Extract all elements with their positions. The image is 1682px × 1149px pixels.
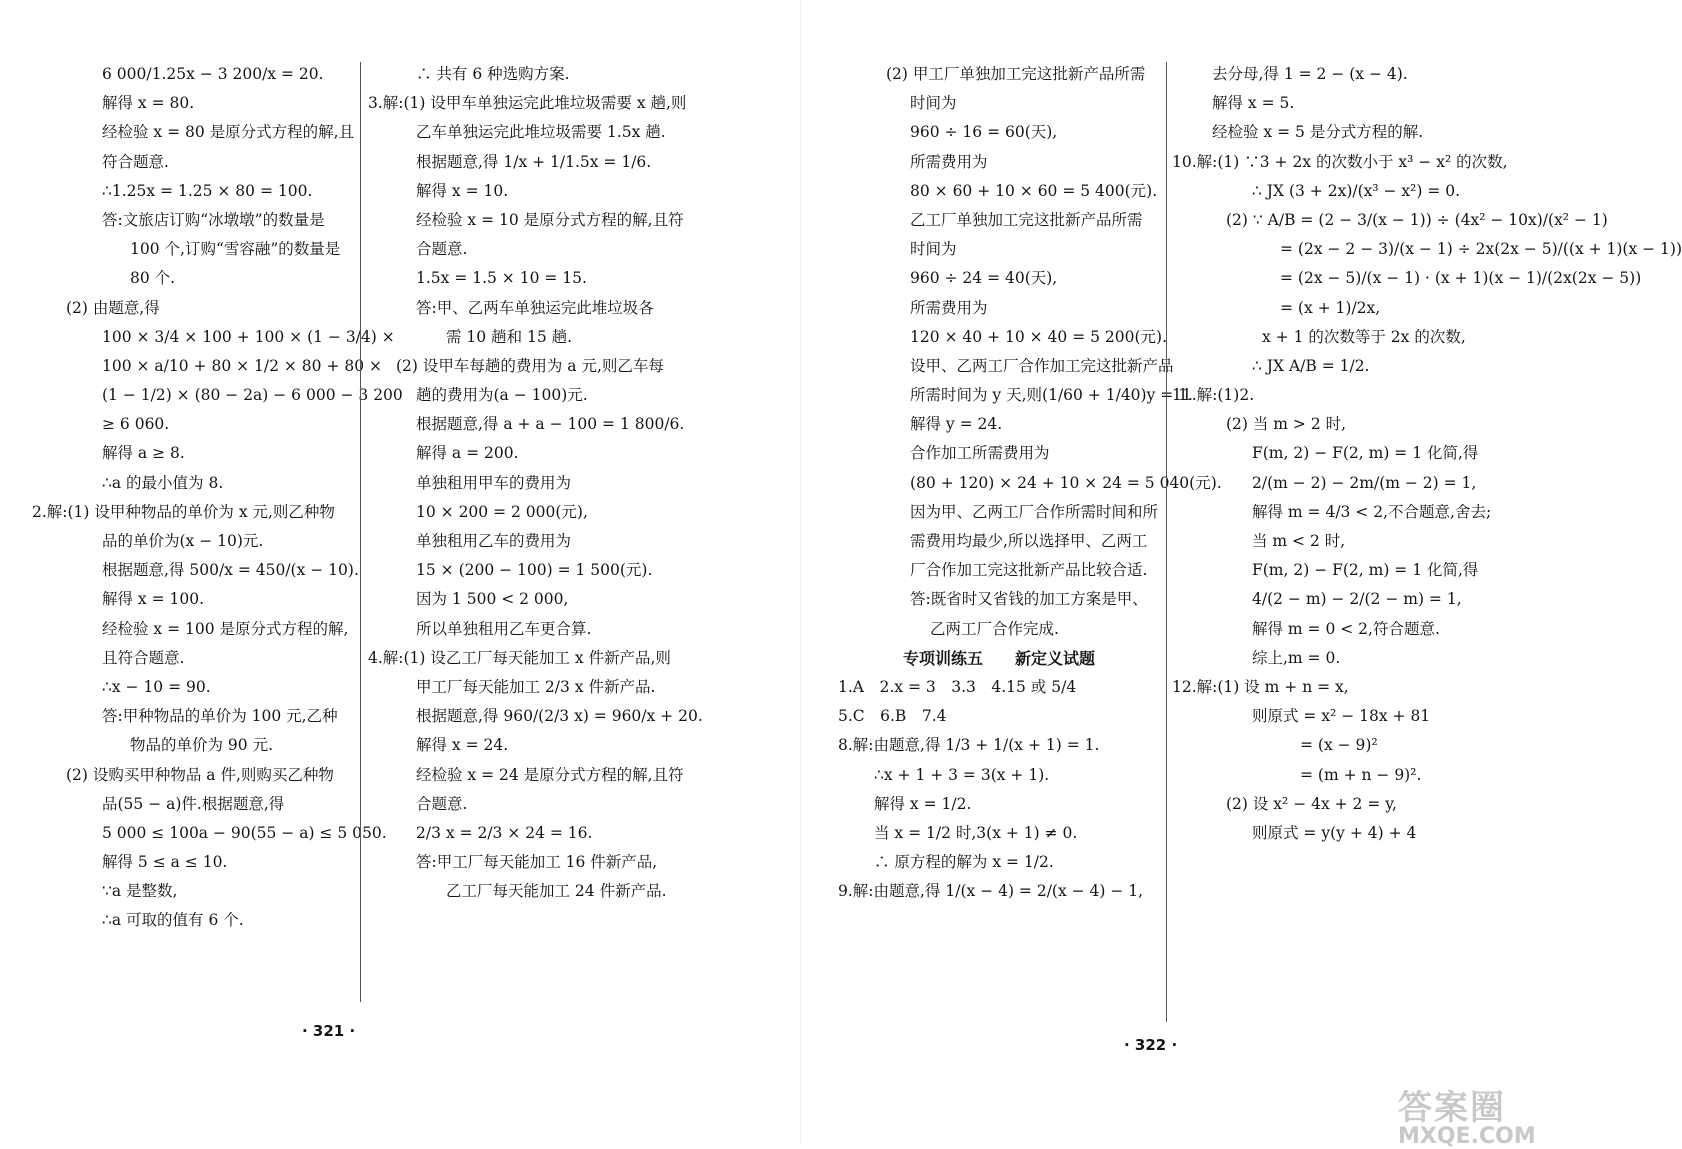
page-spread-seam bbox=[800, 0, 801, 1146]
text-line: 符合题意. bbox=[102, 152, 169, 171]
text-line: 需费用均最少,所以选择甲、乙两工 bbox=[910, 532, 1148, 550]
text-line: = (x − 9)² bbox=[1300, 736, 1378, 755]
text-line: 物品的单价为 90 元. bbox=[130, 736, 274, 755]
text-line: 所需费用为 bbox=[910, 298, 988, 317]
section-heading: 专项训练五 新定义试题 bbox=[902, 648, 1095, 668]
text-line: 当 x = 1/2 时,3(x + 1) ≠ 0. bbox=[874, 823, 1078, 842]
text-line: 4.解:(1) 设乙工厂每天能加工 x 件新产品,则 bbox=[368, 648, 671, 667]
text-line: 根据题意,得 1/x + 1/1.5x = 1/6. bbox=[416, 152, 652, 171]
text-line: = (m + n − 9)². bbox=[1300, 765, 1422, 784]
text-line: ∴a 的最小值为 8. bbox=[102, 473, 224, 492]
text-line: (2) 由题意,得 bbox=[66, 298, 160, 317]
text-line: ∴ 原方程的解为 x = 1/2. bbox=[874, 853, 1054, 872]
text-line: 4/(2 − m) − 2/(2 − m) = 1, bbox=[1252, 590, 1462, 609]
text-line: 解得 x = 100. bbox=[102, 590, 205, 609]
text-line: = (x + 1)/2x, bbox=[1280, 298, 1381, 317]
text-line: (2) 当 m > 2 时, bbox=[1226, 415, 1347, 434]
text-line: 品(55 − a)件.根据题意,得 bbox=[102, 794, 285, 813]
text-line: = (2x − 5)/(x − 1) · (x + 1)(x − 1)/(2x(2x − 5)) bbox=[1280, 269, 1642, 288]
text-line: (1 − 1/2) × (80 − 2a) − 6 000 − 3 200 bbox=[102, 386, 403, 405]
watermark-site: MXQE.COM bbox=[1398, 1124, 1536, 1149]
text-line: 乙两工厂合作完成. bbox=[930, 619, 1059, 638]
text-line: 80 × 60 + 10 × 60 = 5 400(元). bbox=[910, 181, 1158, 200]
text-line: 答:甲工厂每天能加工 16 件新产品, bbox=[416, 853, 658, 872]
text-line: 100 个,订购“雪容融”的数量是 bbox=[130, 240, 341, 259]
text-line: 1.5x = 1.5 × 10 = 15. bbox=[416, 269, 587, 288]
text-line: 解得 x = 1/2. bbox=[874, 794, 972, 813]
text-line: (2) ∵ A/B = (2 − 3/(x − 1)) ÷ (4x² − 10x)/(x² − 1) bbox=[1226, 210, 1608, 229]
text-line: 根据题意,得 500/x = 450/(x − 10). bbox=[102, 561, 359, 580]
text-line: 品的单价为(x − 10)元. bbox=[102, 532, 264, 550]
page-321-column-right bbox=[368, 60, 703, 906]
text-line: 去分母,得 1 = 2 − (x − 4). bbox=[1212, 65, 1408, 83]
text-line: 所需时间为 y 天,则(1/60 + 1/40)y = 1. bbox=[910, 386, 1193, 405]
page-321-column-left bbox=[32, 60, 403, 936]
text-line: 960 ÷ 16 = 60(天), bbox=[910, 123, 1058, 142]
text-line: 合题意. bbox=[416, 240, 468, 259]
text-line: 100 × 3/4 × 100 + 100 × (1 − 3/4) × bbox=[102, 327, 395, 346]
text-line: 解得 x = 24. bbox=[416, 736, 509, 755]
text-line: (2) 设 x² − 4x + 2 = y, bbox=[1226, 794, 1397, 813]
text-line: 经检验 x = 5 是分式方程的解. bbox=[1212, 123, 1424, 142]
text-line: 因为 1 500 < 2 000, bbox=[416, 590, 569, 609]
text-line: 答:既省时又省钱的加工方案是甲、 bbox=[910, 590, 1148, 609]
text-line: ∴a 可取的值有 6 个. bbox=[102, 911, 244, 930]
text-line: 所需费用为 bbox=[910, 152, 988, 171]
text-line: 时间为 bbox=[910, 94, 957, 113]
text-line: 合题意. bbox=[416, 794, 468, 813]
text-line: 2/3 x = 2/3 × 24 = 16. bbox=[416, 823, 593, 842]
text-line: ∴x − 10 = 90. bbox=[102, 677, 211, 696]
text-line: 解得 m = 0 < 2,符合题意. bbox=[1252, 619, 1440, 638]
text-line: 甲工厂每天能加工 2/3 x 件新产品. bbox=[416, 677, 656, 696]
text-line: 当 m < 2 时, bbox=[1252, 532, 1346, 550]
text-line: F(m, 2) − F(2, m) = 1 化简,得 bbox=[1252, 561, 1479, 580]
text-line: 合作加工所需费用为 bbox=[910, 444, 1050, 463]
text-line: 则原式 = x² − 18x + 81 bbox=[1252, 707, 1431, 726]
text-line: 答:甲种物品的单价为 100 元,乙种 bbox=[102, 707, 338, 726]
text-line: 11.解:(1)2. bbox=[1172, 386, 1255, 405]
text-line: 120 × 40 + 10 × 40 = 5 200(元). bbox=[910, 327, 1168, 346]
text-line: 15 × (200 − 100) = 1 500(元). bbox=[416, 561, 653, 580]
text-line: 因为甲、乙两工厂合作所需时间和所 bbox=[910, 502, 1159, 521]
text-line: 10.解:(1) ∵3 + 2x 的次数小于 x³ − x² 的次数, bbox=[1172, 152, 1508, 171]
text-line: 趟的费用为(a − 100)元. bbox=[416, 386, 588, 405]
text-line: 10 × 200 = 2 000(元), bbox=[416, 502, 588, 521]
text-line: 答:甲、乙两车单独运完此堆垃圾各 bbox=[416, 298, 654, 317]
text-line: ∴ 共有 6 种选购方案. bbox=[416, 65, 570, 83]
text-line: 8.解:由题意,得 1/3 + 1/(x + 1) = 1. bbox=[838, 736, 1100, 755]
text-line: 需 10 趟和 15 趟. bbox=[446, 327, 573, 346]
text-line: ∴1.25x = 1.25 × 80 = 100. bbox=[102, 181, 313, 200]
page-number-321: · 321 · bbox=[302, 1022, 356, 1040]
text-line: F(m, 2) − F(2, m) = 1 化简,得 bbox=[1252, 444, 1479, 463]
text-line: 1.A 2.x = 3 3.3 4.15 或 5/4 bbox=[838, 677, 1077, 696]
text-line: 80 个. bbox=[130, 269, 176, 288]
text-line: 解得 a = 200. bbox=[416, 444, 519, 463]
text-line: 时间为 bbox=[910, 240, 957, 259]
text-line: 经检验 x = 24 是原分式方程的解,且符 bbox=[416, 765, 684, 784]
column-divider bbox=[1166, 62, 1167, 1022]
text-line: ∴ JX A/B = 1/2. bbox=[1252, 356, 1370, 375]
text-line: 3.解:(1) 设甲车单独运完此堆垃圾需要 x 趟,则 bbox=[368, 94, 687, 113]
text-line: 2.解:(1) 设甲种物品的单价为 x 元,则乙种物 bbox=[32, 502, 335, 521]
text-line: ∴ JX (3 + 2x)/(x³ − x²) = 0. bbox=[1252, 181, 1461, 200]
text-line: 解得 a ≥ 8. bbox=[102, 444, 185, 463]
text-line: 设甲、乙两工厂合作加工完这批新产品 bbox=[910, 356, 1174, 375]
text-line: 乙工厂每天能加工 24 件新产品. bbox=[446, 882, 667, 901]
text-line: 5.C 6.B 7.4 bbox=[838, 707, 947, 726]
text-line: (2) 设购买甲种物品 a 件,则购买乙种物 bbox=[66, 765, 334, 784]
text-line: 12.解:(1) 设 m + n = x, bbox=[1172, 677, 1349, 696]
text-line: 根据题意,得 960/(2/3 x) = 960/x + 20. bbox=[416, 707, 703, 726]
text-line: ∴x + 1 + 3 = 3(x + 1). bbox=[874, 765, 1050, 784]
text-line: 综上,m = 0. bbox=[1252, 648, 1341, 667]
text-line: ≥ 6 060. bbox=[102, 415, 170, 434]
text-line: 厂合作加工完这批新产品比较合适. bbox=[910, 561, 1148, 580]
text-line: 解得 5 ≤ a ≤ 10. bbox=[102, 853, 228, 872]
text-line: 单独租用乙车的费用为 bbox=[416, 532, 572, 550]
page-number-322: · 322 · bbox=[1124, 1036, 1178, 1054]
text-line: x + 1 的次数等于 2x 的次数, bbox=[1262, 327, 1466, 346]
text-line: 5 000 ≤ 100a − 90(55 − a) ≤ 5 050. bbox=[102, 823, 387, 842]
text-line: 经检验 x = 80 是原分式方程的解,且 bbox=[102, 123, 355, 142]
text-line: 2/(m − 2) − 2m/(m − 2) = 1, bbox=[1252, 473, 1477, 492]
text-line: 答:文旅店订购“冰墩墩”的数量是 bbox=[102, 210, 325, 229]
text-line: 所以单独租用乙车更合算. bbox=[416, 619, 592, 638]
text-line: = (2x − 2 − 3)/(x − 1) ÷ 2x(2x − 5)/((x + 1)(x − 1)) bbox=[1280, 240, 1682, 259]
text-line: 960 ÷ 24 = 40(天), bbox=[910, 269, 1058, 288]
text-line: 根据题意,得 a + a − 100 = 1 800/6. bbox=[416, 415, 685, 434]
text-line: 乙车单独运完此堆垃圾需要 1.5x 趟. bbox=[416, 123, 666, 142]
text-line: 则原式 = y(y + 4) + 4 bbox=[1252, 823, 1417, 842]
text-line: (2) 设甲车每趟的费用为 a 元,则乙车每 bbox=[396, 356, 664, 375]
text-line: 乙工厂单独加工完这批新产品所需 bbox=[910, 210, 1143, 229]
text-line: 100 × a/10 + 80 × 1/2 × 80 + 80 × bbox=[102, 356, 383, 375]
page-322-column-right bbox=[1172, 60, 1682, 848]
watermark-brand: 答案圈 bbox=[1398, 1088, 1506, 1128]
text-line: 6 000/1.25x − 3 200/x = 20. bbox=[102, 65, 324, 83]
text-line: 经检验 x = 100 是原分式方程的解, bbox=[102, 619, 349, 638]
text-line: 解得 x = 10. bbox=[416, 181, 509, 200]
text-line: (80 + 120) × 24 + 10 × 24 = 5 040(元). bbox=[910, 473, 1222, 492]
text-line: 解得 y = 24. bbox=[910, 415, 1003, 434]
text-line: 单独租用甲车的费用为 bbox=[416, 473, 572, 492]
text-line: 9.解:由题意,得 1/(x − 4) = 2/(x − 4) − 1, bbox=[838, 882, 1144, 901]
text-line: 解得 x = 5. bbox=[1212, 94, 1295, 113]
text-line: 且符合题意. bbox=[102, 648, 185, 667]
text-line: ∵a 是整数, bbox=[102, 882, 178, 901]
text-line: 解得 x = 80. bbox=[102, 94, 195, 113]
column-divider bbox=[360, 62, 361, 1002]
text-line: 经检验 x = 10 是原分式方程的解,且符 bbox=[416, 210, 684, 229]
watermark bbox=[1398, 1090, 1536, 1148]
text-line: 解得 m = 4/3 < 2,不合题意,舍去; bbox=[1252, 502, 1492, 521]
text-line: (2) 甲工厂单独加工完这批新产品所需 bbox=[886, 65, 1146, 83]
